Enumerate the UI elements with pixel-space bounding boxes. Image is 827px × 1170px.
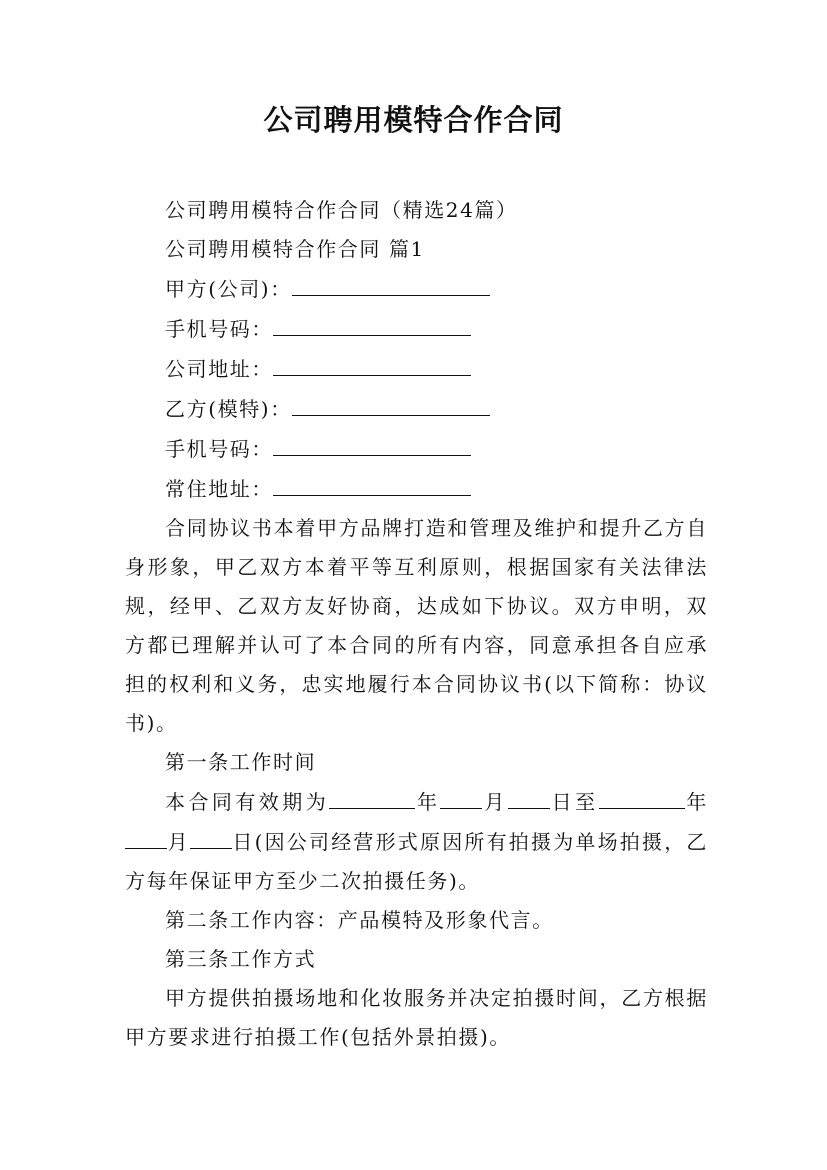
blank-line <box>292 269 490 296</box>
field-phone-b <box>125 429 708 469</box>
article-1-title: 第一条工作时间 <box>165 750 317 774</box>
blank-line <box>508 782 550 809</box>
field-label: 常住地址： <box>165 477 273 501</box>
text-run: 本合同有效期为 <box>165 790 330 814</box>
article-3-title: 第三条工作方式 <box>165 947 317 971</box>
blank-line <box>329 782 415 809</box>
blank-line <box>273 349 471 376</box>
field-label: 甲方(公司)： <box>165 277 292 301</box>
text-run: 年 <box>415 790 441 814</box>
intro-paragraph: 合同协议书本着甲方品牌打造和管理及维护和提升乙方自身形象，甲乙双方本着平等互利原则，根据国家有关法律法规，经甲、乙双方友好协商，达成如下协议。双方申明，双方都已理解并认可了本合同的所有内容，同意承担各自应承担的权利和义务，忠实地履行本合同协议书(以下简称：协议书)。 <box>125 516 708 735</box>
article-3-body: 甲方提供拍摄场地和化妆服务并决定拍摄时间，乙方根据甲方要求进行拍摄工作(包括外景拍摄)。 <box>125 986 708 1049</box>
blank-line <box>190 822 232 849</box>
field-label: 乙方(模特)： <box>165 397 292 421</box>
field-party-a <box>125 269 708 309</box>
blank-line <box>273 429 471 456</box>
field-label: 公司地址： <box>165 357 273 381</box>
field-party-b <box>125 389 708 429</box>
blank-line <box>440 782 482 809</box>
field-label: 手机号码： <box>165 437 273 461</box>
field-phone-a <box>125 309 708 349</box>
document-body <box>125 191 708 1057</box>
document-subtitle: 公司聘用模特合作合同（精选24篇） <box>165 198 518 222</box>
field-label: 手机号码： <box>165 317 273 341</box>
text-run: 日(因公司经营形式原因所有拍摄为单场拍摄，乙方每年保证甲方至少二次拍摄任务)。 <box>125 830 708 893</box>
blank-line <box>273 469 471 496</box>
field-company-address <box>125 349 708 389</box>
article-1-body <box>125 782 708 901</box>
text-run: 年 <box>684 790 709 814</box>
article-2: 第二条工作内容：产品模特及形象代言。 <box>165 908 554 932</box>
text-run: 月 <box>167 830 190 854</box>
document-title: 公司聘用模特合作合同 <box>263 103 564 137</box>
text-run: 月 <box>482 790 508 814</box>
blank-line <box>292 389 490 416</box>
blank-line <box>273 309 471 336</box>
text-run: 日至 <box>549 790 599 814</box>
blank-line <box>599 782 685 809</box>
section-heading: 公司聘用模特合作合同 篇1 <box>165 237 425 261</box>
field-home-address <box>125 469 708 509</box>
blank-line <box>125 822 167 849</box>
